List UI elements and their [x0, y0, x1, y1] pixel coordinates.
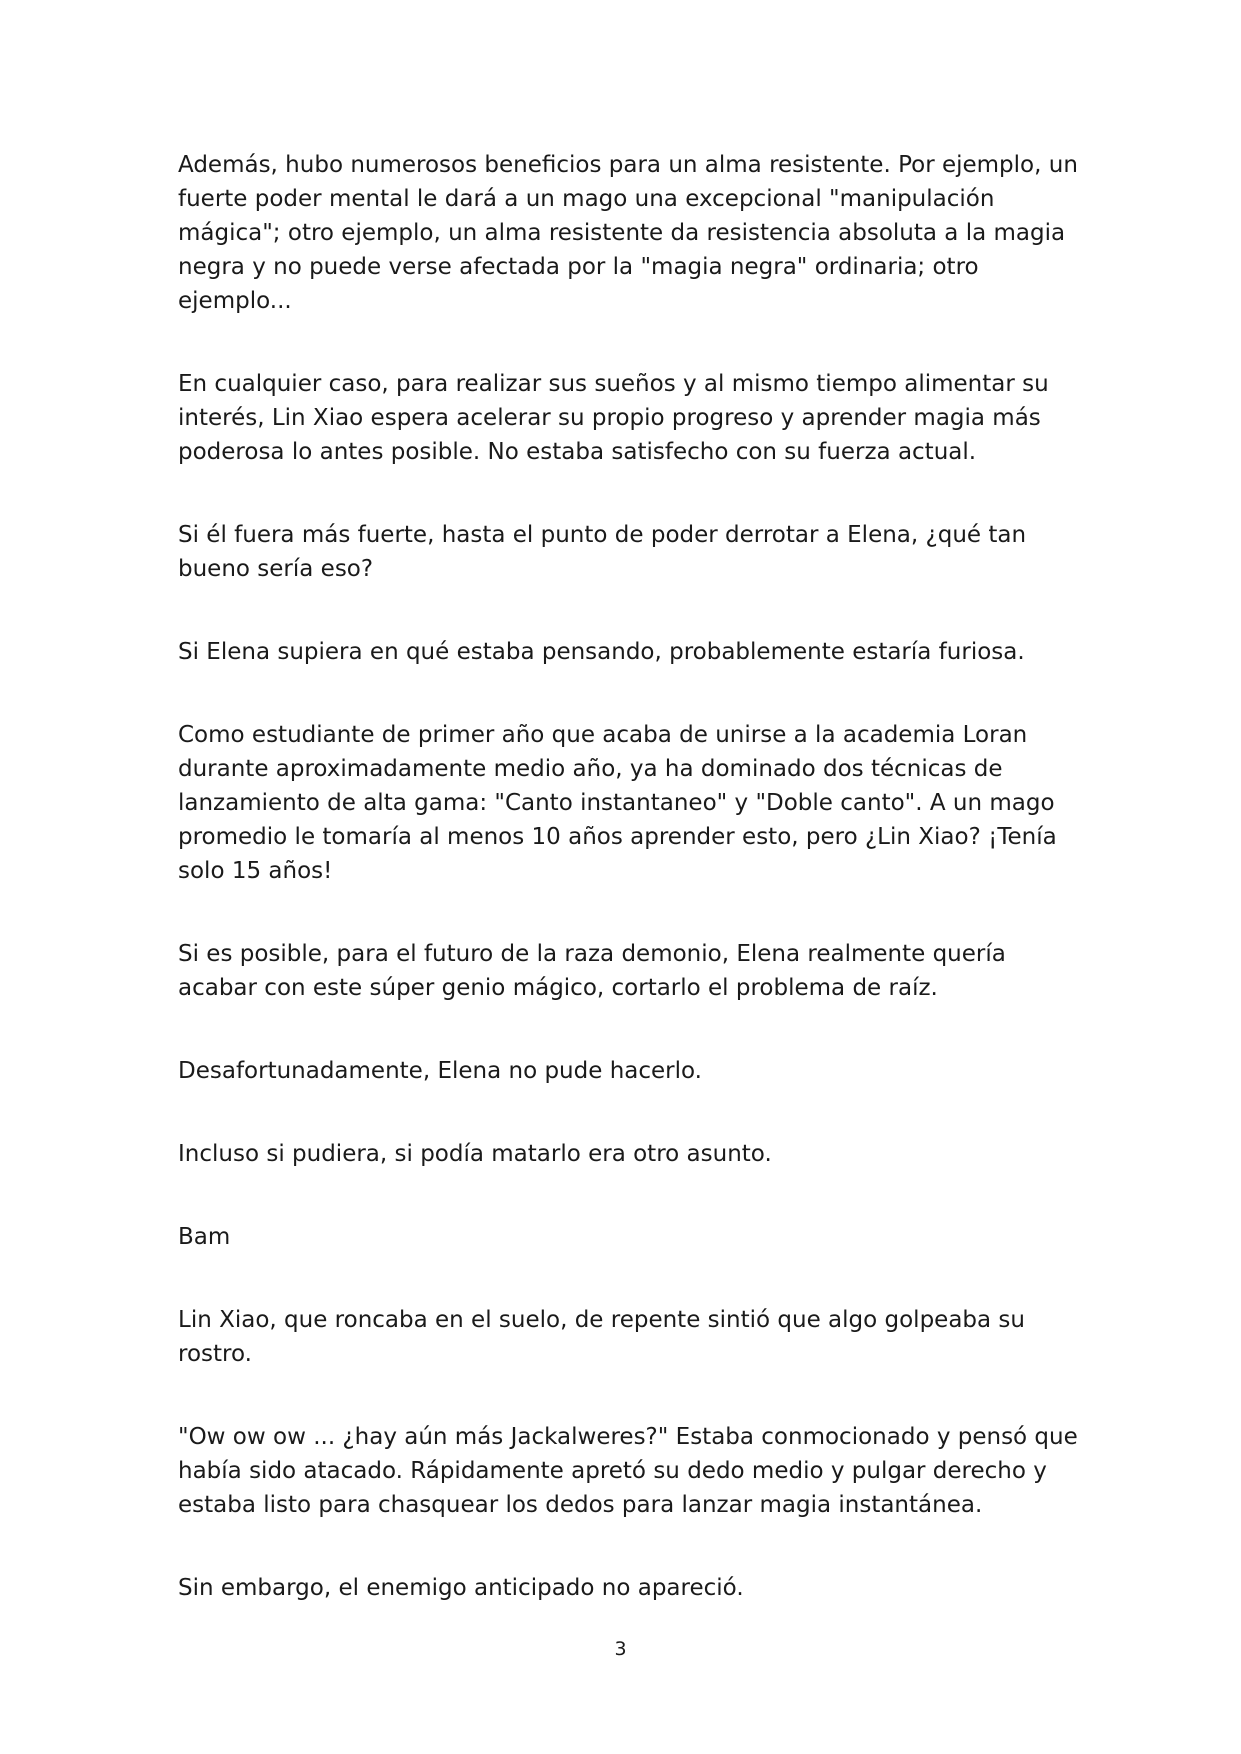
paragraph-6: Si es posible, para el futuro de la raza demonio, Elena realmente quería acabar con este súper genio mágico, cortarlo el problema de raíz. [178, 941, 1006, 1001]
page-number: 3 [614, 1638, 627, 1660]
paragraph-12: Sin embargo, el enemigo anticipado no apareció. [178, 1575, 744, 1601]
paragraph-3: Si él fuera más fuerte, hasta el punto de poder derrotar a Elena, ¿qué tan bueno sería eso? [178, 522, 1027, 582]
paragraph-5: Como estudiante de primer año que acaba de unirse a la academia Loran durante aproximadamente medio año, ya ha dominado dos técnicas de lanzamiento de alta gama: "Canto instantaneo" y "Doble canto". A un mago promedio le tomaría al menos 10 años aprender esto, pero ¿Lin Xiao? ¡Tenía solo 15 años! [178, 722, 1057, 884]
paragraph-9: Bam [178, 1224, 231, 1250]
paragraph-8: Incluso si pudiera, si podía matarlo era otro asunto. [178, 1141, 772, 1167]
paragraph-4: Si Elena supiera en qué estaba pensando, probablemente estaría furiosa. [178, 639, 1025, 665]
paragraph-1: Además, hubo numerosos beneficios para un alma resistente. Por ejemplo, un fuerte poder mental le dará a un mago una excepcional "manipulación mágica"; otro ejemplo, un alma resistente da resistencia absoluta a la magia negra y no puede verse afectada por la "magia negra" ordinaria; otro ejemplo... [178, 152, 1078, 314]
body-text [178, 148, 1083, 1654]
paragraph-2: En cualquier caso, para realizar sus sueños y al mismo tiempo alimentar su interés, Lin Xiao espera acelerar su propio progreso y aprender magia más poderosa lo antes posible. No estaba satisfecho con su fuerza actual. [178, 371, 1049, 465]
paragraph-7: Desafortunadamente, Elena no pude hacerlo. [178, 1058, 702, 1084]
paragraph-11: "Ow ow ow ... ¿hay aún más Jackalweres?" Estaba conmocionado y pensó que había sido atacado. Rápidamente apretó su dedo medio y pulgar derecho y estaba listo para chasquear los dedos para lanzar magia instantánea. [178, 1424, 1078, 1518]
paragraph-10: Lin Xiao, que roncaba en el suelo, de repente sintió que algo golpeaba su rostro. [178, 1307, 1025, 1367]
